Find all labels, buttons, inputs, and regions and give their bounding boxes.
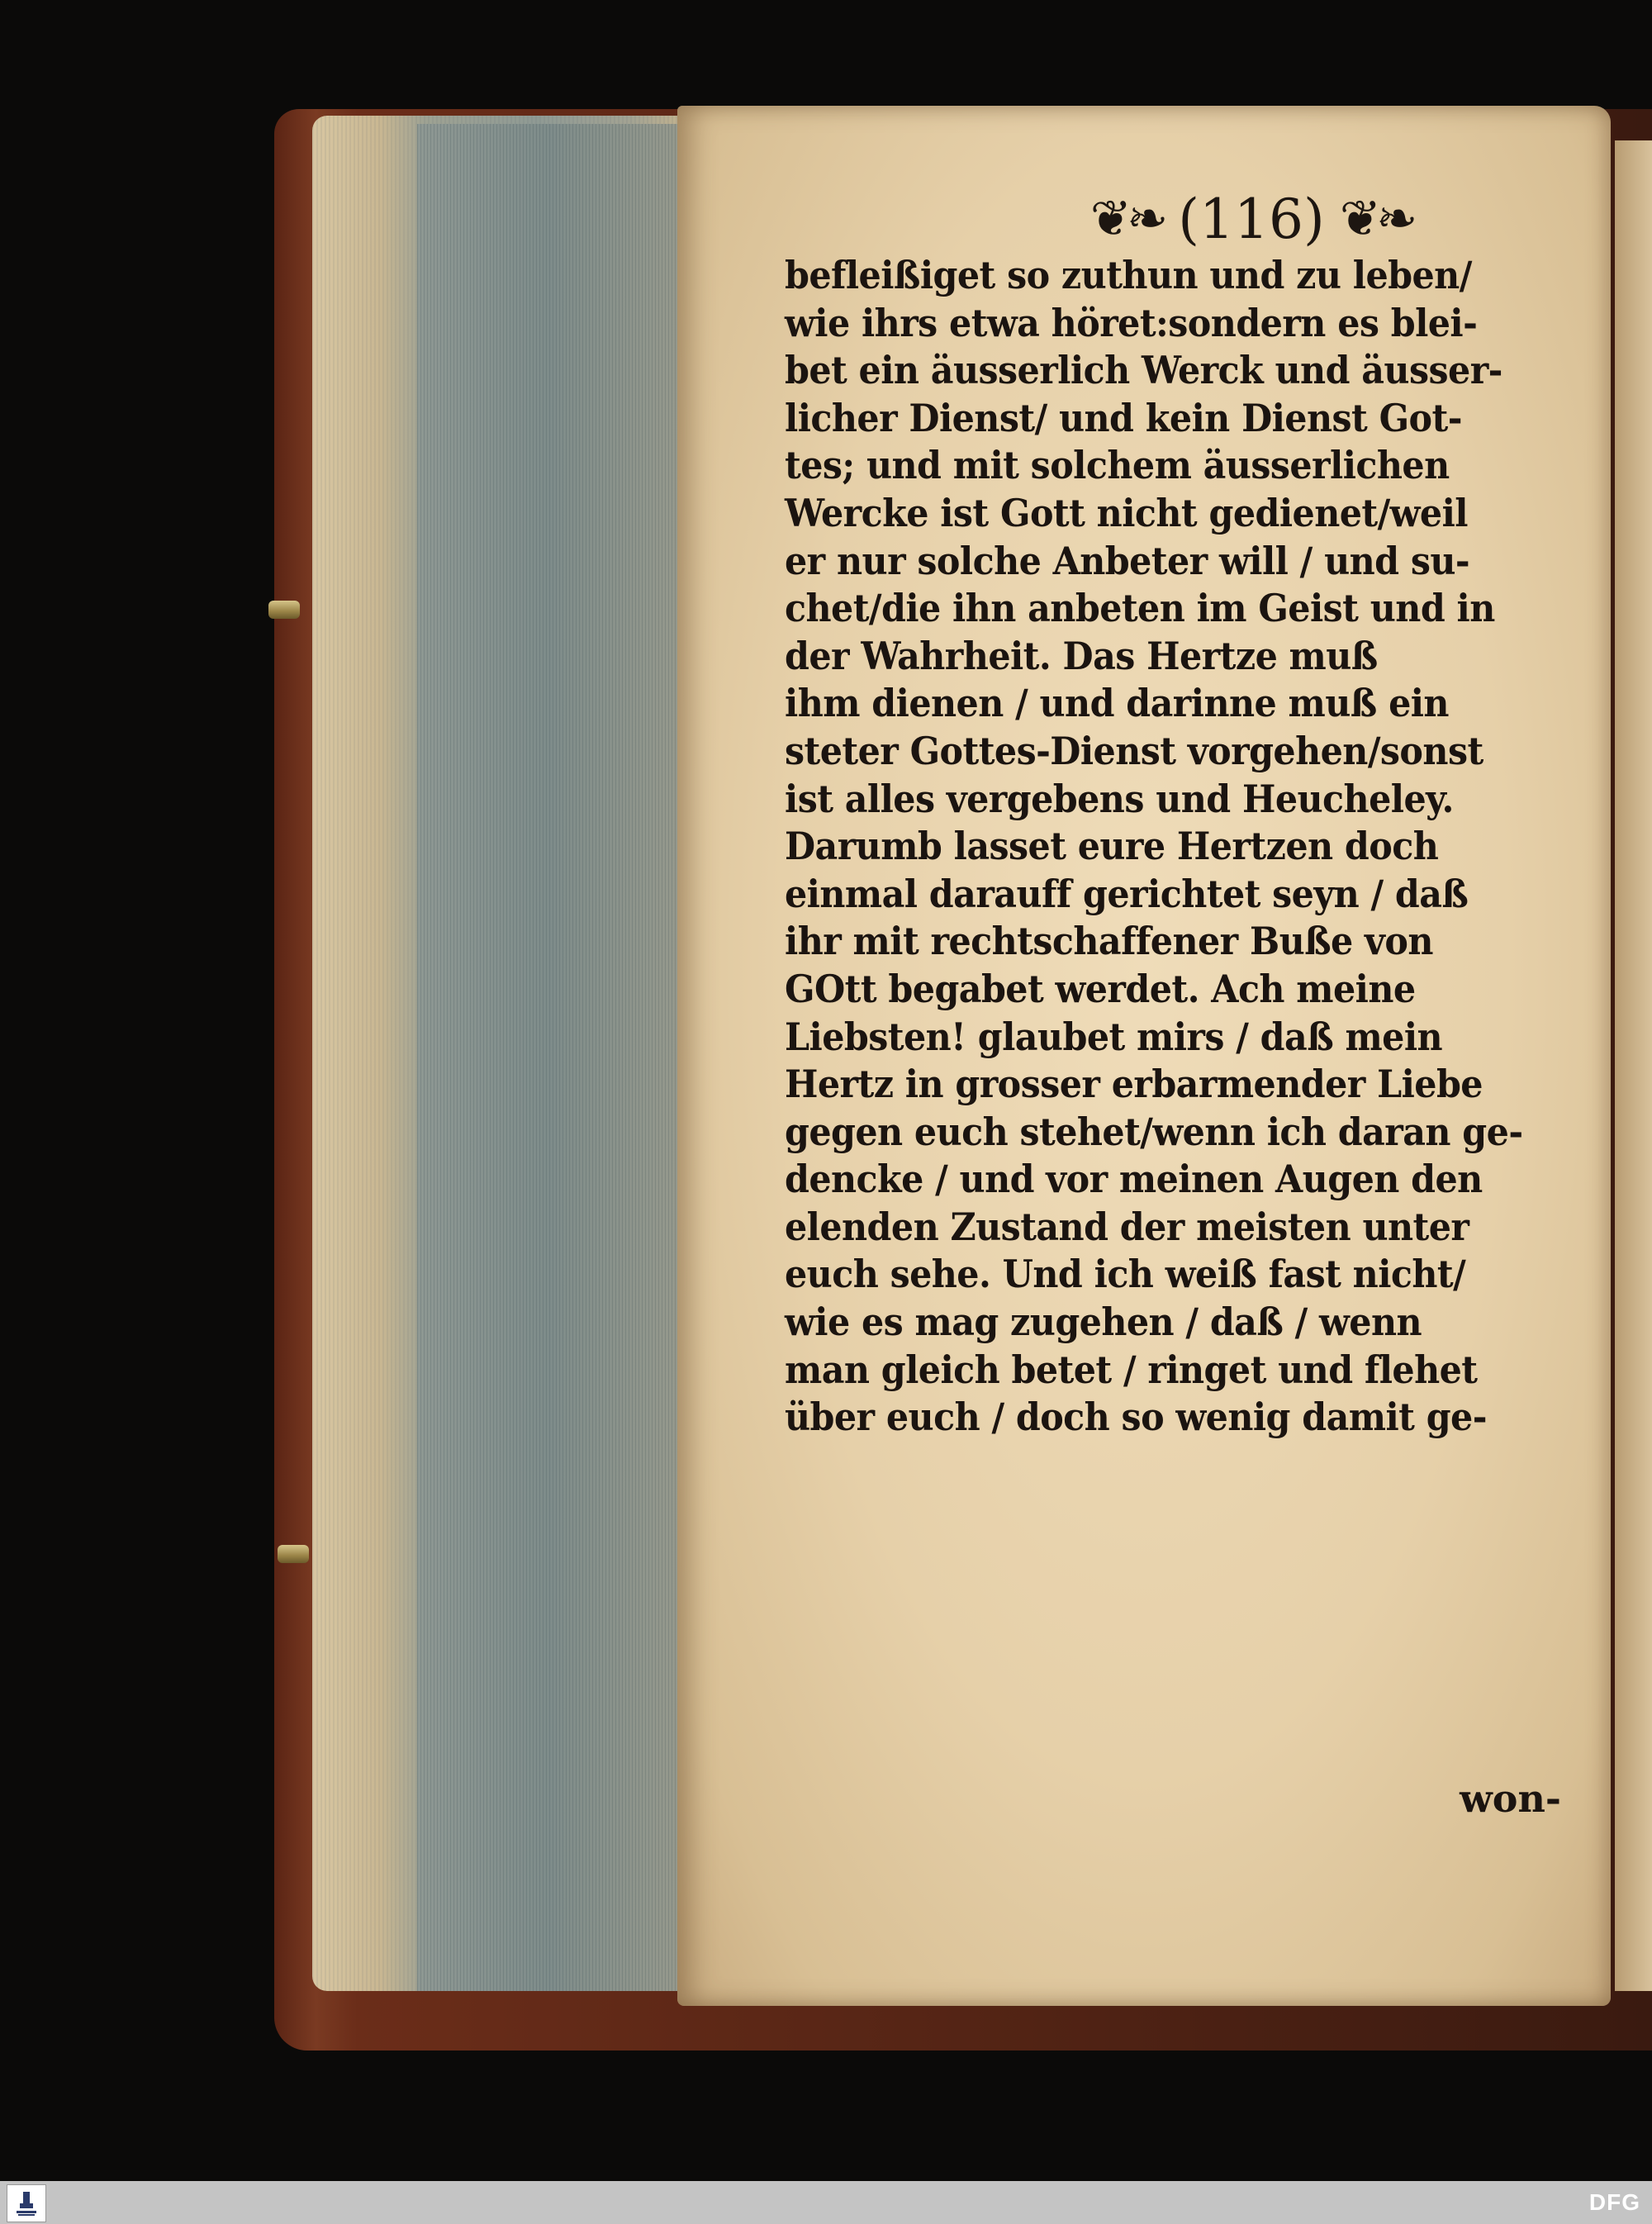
text-line: bet ein äusserlich Werck und äusser- (785, 348, 1502, 393)
page-text (785, 252, 1578, 1442)
text-line: wie ihrs etwa höret:sondern es blei- (785, 300, 1478, 345)
text-line: Hertz in grosser erbarmender Liebe (785, 1062, 1483, 1107)
text-line: chet/die ihn anbeten im Geist und in (785, 586, 1495, 631)
text-line: GOtt begabet werdet. Ach meine (785, 966, 1416, 1011)
text-line: dencke / und vor meinen Augen den (785, 1157, 1483, 1202)
institution-logo-icon (7, 2184, 46, 2222)
text-line: er nur solche Anbeter will / und su- (785, 538, 1470, 583)
viewer-footer-bar (0, 2181, 1652, 2224)
text-line: Liebsten! glaubet mirs / daß mein (785, 1014, 1443, 1059)
page-number: (116) (1178, 187, 1325, 251)
text-line: befleißiget so zuthun und zu leben/ (785, 253, 1472, 297)
page-edge-stack-inner (417, 124, 681, 1991)
text-line: euch sehe. Und ich weiß fast nicht/ (785, 1252, 1466, 1297)
text-line: über euch / doch so wenig damit ge- (785, 1395, 1487, 1440)
text-line: Darumb lasset eure Hertzen doch (785, 824, 1439, 869)
dfg-watermark: DFG (1588, 2189, 1640, 2215)
text-line: wie es mag zugehen / daß / wenn (785, 1300, 1422, 1345)
text-line: steter Gottes-Dienst vorgehen/sonst (785, 728, 1483, 773)
page-header (1061, 186, 1441, 252)
text-line: elenden Zustand der meisten unter (785, 1204, 1469, 1249)
fleuron-left-icon: ❦❧ (1089, 190, 1164, 248)
clasp-pin-top (268, 601, 300, 619)
clasp-pin-bottom (278, 1545, 309, 1563)
text-line: einmal darauff gerichtet seyn / daß (785, 871, 1469, 916)
fleuron-right-icon: ❦❧ (1339, 190, 1413, 248)
catchword: won- (1460, 1776, 1561, 1821)
text-line: gegen euch stehet/wenn ich daran ge- (785, 1109, 1523, 1154)
text-line: Wercke ist Gott nicht gedienet/weil (785, 490, 1468, 535)
text-line: ihm dienen / und darinne muß ein (785, 681, 1449, 726)
text-line: ist alles vergebens und Heucheley. (785, 776, 1454, 821)
text-line: der Wahrheit. Das Hertze muß (785, 633, 1378, 678)
text-line: tes; und mit solchem äusserlichen (785, 443, 1450, 488)
text-line: ihr mit rechtschaffener Buße von (785, 919, 1433, 964)
facing-page-edge (1615, 140, 1652, 1991)
text-line: licher Dienst/ und kein Dienst Got- (785, 395, 1462, 440)
text-line: man gleich betet / ringet und flehet (785, 1347, 1478, 1392)
